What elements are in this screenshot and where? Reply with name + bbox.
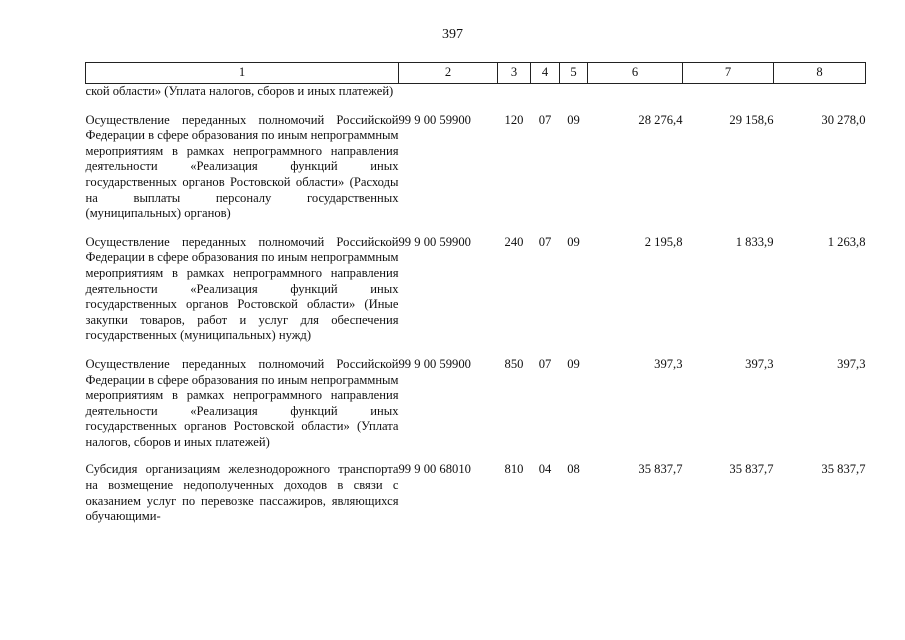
row-section: 04 (538, 462, 552, 477)
row-target-code: 99 9 00 68010 (398, 462, 471, 477)
row-description: Осуществление переданных полномочий Российской Федерации в сфере образования по иным непрограммным мероприятиям в рамках непрограммного направления деятельности «Реализация функций иных государственных органов Ростовской области» (Уплата налогов, сборов и иных платежей) (85, 356, 399, 449)
row-amount-1: 2 195,8 (644, 234, 683, 249)
row-section (531, 84, 560, 100)
table-row (86, 222, 866, 344)
row-section: 07 (538, 356, 552, 371)
budget-table (85, 62, 866, 525)
row-subsection: 09 (567, 112, 580, 127)
column-header: 4 (531, 63, 560, 84)
row-amount-2: 1 833,9 (735, 234, 774, 249)
column-header: 7 (683, 63, 774, 84)
page-number: 397 (442, 27, 463, 42)
row-amount-2: 35 837,7 (729, 462, 774, 477)
row-expense-type: 810 (504, 462, 524, 477)
table-row (86, 450, 866, 524)
row-amount-1 (588, 84, 683, 100)
column-header: 6 (588, 63, 683, 84)
row-expense-type: 120 (504, 112, 524, 127)
row-section: 07 (538, 112, 552, 127)
row-target-code: 99 9 00 59900 (398, 356, 471, 371)
row-subsection: 08 (567, 462, 580, 477)
row-target-code: 99 9 00 59900 (398, 234, 471, 249)
table-row (86, 344, 866, 451)
table-row (86, 100, 866, 222)
row-amount-1: 397,3 (654, 356, 683, 371)
column-header: 3 (498, 63, 531, 84)
column-header: 8 (774, 63, 866, 84)
row-amount-1: 35 837,7 (638, 462, 683, 477)
row-section: 07 (538, 234, 552, 249)
table-row (86, 84, 866, 100)
row-target-code: 99 9 00 59900 (398, 112, 471, 127)
row-amount-3: 35 837,7 (821, 462, 866, 477)
row-description: Осуществление переданных полномочий Российской Федерации в сфере образования по иным непрограммным мероприятиям в рамках непрограммного направления деятельности «Реализация функций иных государственных органов Ростовской области» (Расходы на выплаты персоналу государственных (муниципальных) органов) (85, 112, 399, 221)
row-description: Осуществление переданных полномочий Российской Федерации в сфере образования по иным непрограммным мероприятиям в рамках непрограммного направления деятельности «Реализация функций иных государственных органов Ростовской области» (Иные закупки товаров, работ и услуг для обеспечения государственных (муниципальных) нужд) (85, 234, 399, 343)
column-header: 2 (399, 63, 498, 84)
row-amount-2: 29 158,6 (729, 112, 774, 127)
row-description: ской области» (Уплата налогов, сборов и иных платежей) (85, 84, 394, 98)
row-target-code (399, 84, 498, 100)
table-header-row (86, 63, 866, 84)
row-expense-type: 240 (504, 234, 524, 249)
row-expense-type: 850 (504, 356, 524, 371)
row-subsection: 09 (567, 356, 580, 371)
row-amount-2 (683, 84, 774, 100)
row-expense-type (498, 84, 531, 100)
row-subsection: 09 (567, 234, 580, 249)
row-amount-3: 30 278,0 (821, 112, 866, 127)
column-header: 1 (86, 63, 399, 84)
row-description: Субсидия организациям железнодорожного транспорта на возмещение недополученных доходов в связи с оказанием услуг по перевозке пассажиров, являющихся обучающими- (85, 462, 399, 524)
row-amount-3 (774, 84, 866, 100)
row-amount-1: 28 276,4 (638, 112, 683, 127)
row-amount-2: 397,3 (745, 356, 774, 371)
row-amount-3: 397,3 (837, 356, 866, 371)
row-subsection (560, 84, 588, 100)
column-header: 5 (560, 63, 588, 84)
row-amount-3: 1 263,8 (827, 234, 866, 249)
